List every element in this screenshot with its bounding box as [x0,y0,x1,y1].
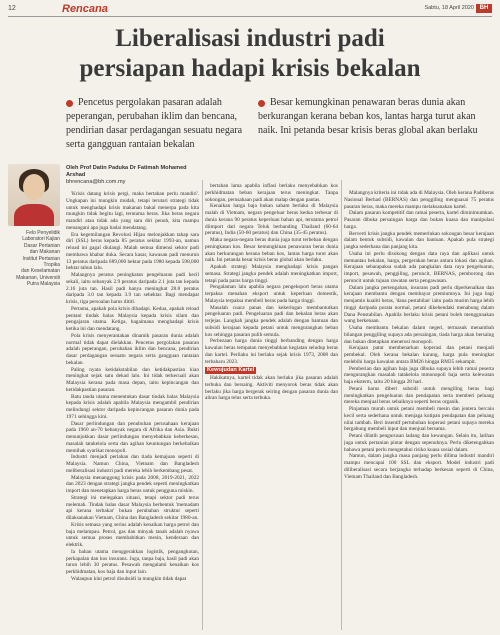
paragraph: bertahan lama apabila inflasi berlaku menyebabkan kos perkhidmatan beban kerajaan terus meningkat. Tanpa sokongan, perusahaan padi akan malap dengan pantas. [205,183,338,203]
page-header [0,0,500,18]
bullet-dot-icon [66,100,73,107]
author-name: Oleh Prof Datin Paduka Dr Fatimah Mohamed Arshad [66,165,187,178]
paragraph: Dalam jangka pertengahan, insurans padi perlu diperkenalkan dan kerajaan membantu dengan membayar premiumnya. Ini juga bagi menjamin kualiti beras, 'dana pestabilan' iaitu pada musim harga lebih tinggi daripada purata normal, petani dikehendaki menabung dalam Dana Penstabilan. Apabila berlaku krisis petani boleh menggunakan wang berkenaan. [344,284,494,325]
paragraph: Pengalaman lalu apabila negara pengeksport beras utama terpaksa menahan eksport untuk keperluan domestik, Malaysia terpaksa membeli beras pada harga tinggi. [205,284,338,304]
headline-line-2: persiapan hadapi krisis bekalan [79,55,421,82]
paragraph: Masalah cuaca panas dan kekeringan membantutkan pengeluaran padi. Pengeluaran padi dan bekalan beras akan terjejas. Langkah jangka pendek adalah dengan bantuan dan subsidi kerajaan kepada petani untuk mengurangkan beban kos sehingga pasaran pulih semula. [205,304,338,338]
pullquote-bullet-1 [66,96,244,152]
paragraph: Kerajaan patut membenarkan koperasi dan petani menjadi pembekal. Oleh kerana bekalan kurang, harga pula meningkat melebihi harga kawalan antara RM26 hingga RM35 sekampit. [344,345,494,365]
paragraph: Krisis semasa yang serius adalah kenaikan harga petrol dan baja melampau. Petrol, gas dan minyak tanah adalah nyawa untuk semua proses membabitkan mesin, kenderaan dan elektrik. [66,521,199,548]
subheading: Kewujudan Kartel [207,367,255,374]
column-divider [341,180,342,630]
byline [66,165,198,186]
paragraph: Paling nyata ketidakstabilan dan ketidakpastian kian meningkat sejak satu dekad lalu. Ini tidak terkecuali akan Malaysia kerana pada masa depan, iaitu kepincangan dan ketidakpastian pasaran. [66,366,199,393]
paragraph: Strategi ini melegakan situasi, tetapi sektor padi terus melemah. Tindak balas dasar Malaysia berbentuk 'memadam api kerana terbakar' bukan perubahan struktur seperti dilaksanakan Vietnam, China dan Bangladesh sekitar 1980-an. [66,494,199,521]
article-column-3 [344,190,494,630]
pullquote-text: Besar kemungkinan penawaran beras dunia akan berkurangan kerana beban kos, lantas harga turut akan naik. Ini petanda besar krisis beras global akan berlaku [258,97,478,136]
paragraph: Berverti krisis jangka pendek memerlukan sokongan besar kerajaan dalam bentuk subsidi, kawalan dan bantuan. Apakah pula strategi jangka sederhana dan panjang kita. [344,230,494,250]
header-rule [8,16,492,17]
paragraph: Usaha ini perlu disokong dengan data raya dan aplikasi untuk memantau bekalan, harga, pergerakan beras antara lokasi dan agihan. Kerajaan sebarapaksa sudah ada pangkalan data raya pengeluaran, import, pesawah, penggiling, peruncit, BERNAS, pemborong dan peruncit untuk tujuan rawatan serta pengawasan. [344,250,494,284]
date-line: Sabtu, 18 April 2020 [424,5,474,11]
paragraph: Malaysia menanggung krisis pada 2008, 2019-2021, 2022 dan 2023 dengan strategi jangka pendek seperti meningkatkan import dan menetapkan harga beras untuk pengguna miskin. [66,474,199,494]
paragraph: Namun, dalam jangka masa panjang perlu dilima industri mandiri mampu mencapai 100 SSL dan eksport. Model industri padi diliberalisasi secara berjangka terhadap berkesan seperti di China, Vietnam Thailand dan Bangladesh. [344,453,494,480]
paragraph: Apakah strategi Malaysia menghadapi krisis pangan semasa. Strategi jangka pendek adalah meningkatkan import, tetapi pada paras harga tinggi. [205,264,338,284]
paragraph: Dasar perlindungan dan penubuhan perusahaan kerajaan pada 1960 an-70 kebanyak negara di Afrika dan Asia. Bukti menunjukkan dasar perlindungan menyebabkan keberkesan, masalah tatakelola serta dan agihan keuntungan berkebaikan memihak syarikat monopoli. [66,420,199,454]
pullquote-text: Pencetus pergolakan pasaran adalah peperangan, perubahan iklim dan bencana, pendirian dasar perdagangan sesuatu negara serta gangguan rantaian bekalan [66,97,243,150]
paragraph: Walaupun kini petrol disubsidi ia mungkin tidak dapat [71,575,187,582]
paragraph: Malangnya kriteria ini tidak ada di Malaysia. Oleh kerana Padiberas Nasional Berhad (BERNAS) dan penggiling menguasai 75 peratus pasaran beras, maka mereka mampu melaksanakan kartel. [344,190,494,210]
paragraph: Pinjaman murah untuk petani membeli mesin dan jentera bercaiu kecil serta sederhana untuk menjaga kutipan pendapatan dan peluang nilai tambah. Beri insentif pertubuhan koperasi petani supaya mereka bergabung membeli input dan menjual bersama. [344,406,494,433]
paragraph: Batu tanda utama menentukan dasar tindak balas Malaysia kepada krisis adalah apabila Malaysia mengambil pendirian melindungi sektor daripada kepincangan pasaran dunia pada 1971 sehingga kini. [66,393,199,420]
paragraph: Pertama, apakah pola krisis dihadapi. Kedua, apakah reload pentani tindak balas Malaysia kepada krisis silam dan pengajaran utama. Ketiga, bagaimana menghadapi krisis ketika ini dan mendatang. [66,305,199,332]
paragraph: Kenaikan harga baja bukan saham berlaku di Malaysia malah di Vietnam, negara pengeluar beras kedua terbesar di dunia kerana 90 peratus keperluan bahan api, terutama petrol diimport dari negara Teluk berbanding Thailand (60-64 peratus), India (50-60 peratus) dan China (35-45 peratus). [205,203,338,237]
paragraph: Hakikatnya, kartel tidak akan berlaku jika pasaran adalah terbuka dan bersaing. Aktiviti menyorok beras tidak akan berlaku jika harga bergerak seiring dengan pasaran dunia dan aliran harga telus serta terbuka. [205,375,338,402]
paragraph: Perbezaan harga dunia tinggi berbanding dengan harga kawalan beras tempatan menyebabkan kegiatan seludup beras dan kartel. Perilaku ini berlaku sejak krisis 1973, 2008 dan terbaharu 2023. [205,338,338,365]
publication-logo: BH [476,4,492,13]
page-number: 12 [8,5,16,12]
headline [0,24,500,84]
paragraph: Era kegemilangan Revolusi Hijau melonjakkan tahap sara diri (SSL) beras kepada 85 peratus sekitar 1993-an, namun reload ini gagal diulangi. Malah semua dimensi sektor padi membawa khabar duka. Secara kasar, kawasan padi menurun 13 peratus daripada 689,000 hektar pada 1980 kepada 598,000 hektar tahun lalu. [66,231,199,272]
paragraph: Usaha membantu bekalan dalam negeri, termasuk menambah bilangan penggiling supaya ada persaingan, tiada harga akan bersaing dan bukan ditetapkan menerusi monopoli. [344,325,494,345]
paragraph: 'Krisis datang krisis pergi, maka bertahan perlu mandiri'. Ungkapan ini mungkin mudah, tetapi terutari strategi tidak untuk menghadapi krisis makanan bakal menerpa pada kita mungkin tidak begitu lagi, terutama beras. Jika beras negara mandiri atau tidak ada yang sara diri penuh, kita mampu menangani apa juga badai mendatang. [66,191,199,231]
section-label: Rencana [62,3,108,15]
column-divider [202,180,203,630]
paragraph: Petani dilatih pengurusan ladang dan kewangan. Selain itu, latihan juga untuk pertanian pintar dengan sepenuhnya. Perlu diketengahkan bahawa petani perlu mengetahui risiko kuasa sosial dalam. [344,433,494,453]
paragraph: Ia bahan utama menggerakkan logistik, pengangkutan, perkapalan dan kos insurans. Juga, tanpa baja, hasil padi akan turun lebih 30 peratus. Pesawah mengalami kenaikan kos perkhidmatan, kos baja dan input lain. [66,548,199,575]
bullet-dot-icon [258,100,265,107]
paragraph: Malangnya peratus peningkatan pengeluaran padi kecil sekali, iaitu sebanyak 2.9 peratus daripada 2.1 juta tan kepada 2.16 juta tan. Hasil padi hanya meningkat 28.8 peratus daripada 3.0 tan kepada 3.9 tan sehektar. Bagi mendapat krisis, tiga persoalan harus dititi. [66,272,199,305]
paragraph: Dalam pasaran kompetitif dan ramai peserta, kartel diminimumkan. Pasaran dibuka persaingan harga dan bukan kuasa dan manipulasi harga. [344,210,494,230]
paragraph: Maka negara-negara beras dunia juga turut terbeban dengan peningkatan kos. Besar kemungkinan penawaran beras dunia akan berkurangan kerana beban kos, lantas harga turut akan naik. Ini petanda besar krisis beras global akan berlaku. [205,237,338,264]
article-column-2 [205,183,338,625]
paragraph: Pola krisis menyerantakan dinamik pasaran dunia adalah normal tidak dapat dielakkan. Pencetus pergolakan pasaran adalah peperangan, perubahan iklim dan bencana, pendirian dasar perdagangan sesuatu negara serta gangguan rantaian bekalan. [66,332,199,366]
author-box [4,164,60,288]
headline-line-1: Liberalisasi industri padi [115,25,385,52]
author-portrait-icon [8,164,60,226]
paragraph: Industri menjadi perlahan dan tiada kemajuan seperti di Malaysia. Namun China, Vietnam dan Bangladesh meliberalisasi industri padi mereka lebih berkembang pesat. [66,454,199,474]
pullquote-bullet-2 [258,96,488,138]
paragraph: Pemberian dan agihan baja juga dibuka supaya lebih ramai peserta mengurangkan masalah tatakelola mmonopoli baja serta kelewatan baja eksterm, iaitu 20 hingga 28 hari. [344,365,494,385]
author-email[interactable]: bhrencana@bh.com.my [66,179,126,185]
article-column-1 [66,191,199,629]
paragraph: Petani harus diberi subsidi untuk mengiling beras bagi meningkatkan pengeluaran dan pendapatan serta memberi peluang mereka menjual beras sebaiknya seperti beras organik. [344,385,494,406]
author-caption: Felo Penyelidik Laboratori Kajian Dasar Pertanian dan Makanan Institut Pertanian Tropika dan Keselamatan Makanan, Universiti Putra Malaysia [16,230,60,288]
